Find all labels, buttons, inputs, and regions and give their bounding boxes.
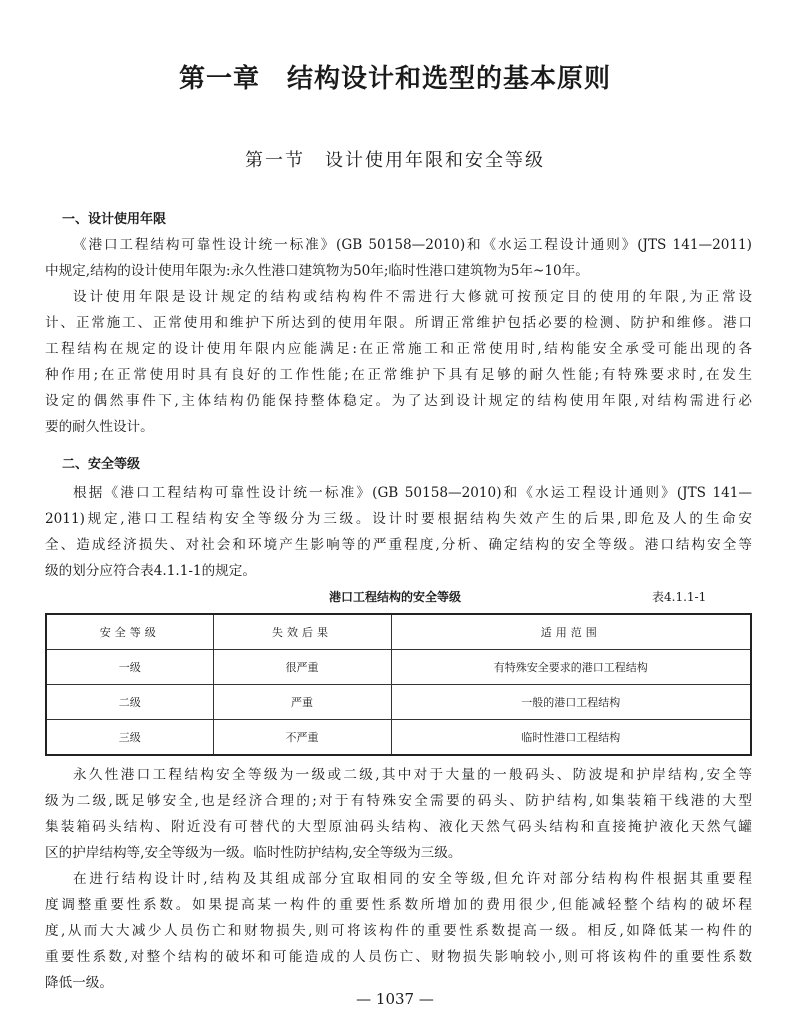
text-line: 设计使用年限是设计规定的结构或结构构件不需进行大修就可按预定目的使用的年限,为正常设 [73, 289, 752, 305]
body-safety-class-explanation [45, 762, 752, 996]
table-cell: 二级 [46, 685, 213, 720]
table-caption: 港口工程结构的安全等级 [328, 590, 461, 604]
text-line: 集装箱码头结构、附近没有可替代的大型原油码头结构、液化天然气码头结构和直接掩护液化天然气罐 [45, 819, 752, 835]
text-line: 要的耐久性设计。 [45, 419, 154, 435]
body-design-service-life [45, 232, 752, 440]
table-cell: 临时性港口工程结构 [391, 720, 751, 756]
table-row [46, 685, 751, 720]
table-row [46, 720, 751, 756]
text-line: 区的护岸结构等,安全等级为一级。临时性防护结构,安全等级为三级。 [45, 845, 462, 861]
text-line: 全、造成经济损失、对社会和环境产生影响等的严重程度,分析、确定结构的安全等级。港口结构安全等 [45, 537, 752, 553]
page-number: — 1037 — [356, 990, 434, 1008]
text-line: 在进行结构设计时,结构及其组成部分宜取相同的安全等级,但允许对部分结构构件根据其重要程 [73, 871, 752, 887]
text-line: 降低一级。 [45, 975, 113, 991]
table-cell: 三级 [46, 720, 213, 756]
text-line: 度调整重要性系数。如果提高某一构件的重要性系数所增加的费用很少,但能减轻整个结构的破坏程 [45, 897, 752, 913]
heading-design-service-life: 一、设计使用年限 [62, 212, 167, 227]
table-cell: 很严重 [213, 650, 391, 685]
text-line: 中规定,结构的设计使用年限为:永久性港口建筑物为50年;临时性港口建筑物为5年~10年。 [45, 263, 589, 279]
text-line: 工程结构在规定的设计使用年限内应能满足:在正常施工和正常使用时,结构能安全承受可能出现的各 [45, 341, 752, 357]
text-line: 根据《港口工程结构可靠性设计统一标准》(GB 50158—2010)和《水运工程设计通则》(JTS 141— [73, 485, 752, 501]
text-line: 2011)规定,港口工程结构安全等级分为三级。设计时要根据结构失效产生的后果,即危及人的生命安 [45, 511, 752, 527]
text-line: 设定的偶然事件下,主体结构仍能保持整体稳定。为了达到设计规定的结构使用年限,对结构需进行必 [45, 393, 752, 409]
table-cell: 严重 [213, 685, 391, 720]
section-title: 第一节 设计使用年限和安全等级 [245, 150, 545, 171]
text-line: 级为二级,既足够安全,也是经济合理的;对于有特殊安全需要的码头、防护结构,如集装箱干线港的大型 [45, 793, 752, 809]
text-line: 种作用;在正常使用时具有良好的工作性能;在正常维护下具有足够的耐久性能;有特殊要求时,在发生 [45, 367, 752, 383]
text-line: 《港口工程结构可靠性设计统一标准》(GB 50158—2010)和《水运工程设计通则》(JTS 141—2011) [73, 237, 752, 253]
safety-class-table [45, 613, 752, 756]
table-cell: 有特殊安全要求的港口工程结构 [391, 650, 751, 685]
table-header: 适用范围 [391, 614, 751, 650]
table-cell: 一般的港口工程结构 [391, 685, 751, 720]
text-line: 度,从而大大减少人员伤亡和财物损失,则可将该构件的重要性系数提高一级。相反,如降低某一构件的 [45, 923, 752, 939]
text-line: 级的划分应符合表4.1.1-1的规定。 [45, 563, 256, 579]
body-safety-class [45, 480, 752, 584]
text-line: 永久性港口工程结构安全等级为一级或二级,其中对于大量的一般码头、防波堤和护岸结构,安全等 [73, 767, 752, 783]
text-line: 重要性系数,对整个结构的破坏和可能造成的人员伤亡、财物损失影响较小,则可将该构件的重要性系数 [45, 949, 752, 965]
table-header: 安全等级 [46, 614, 213, 650]
table-cell: 一级 [46, 650, 213, 685]
table-header-row [46, 614, 751, 650]
table-header: 失效后果 [213, 614, 391, 650]
table-number: 表4.1.1-1 [652, 590, 707, 604]
table-cell: 不严重 [213, 720, 391, 756]
chapter-title: 第一章 结构设计和选型的基本原则 [178, 64, 611, 94]
heading-safety-class: 二、安全等级 [62, 457, 141, 472]
text-line: 计、正常施工、正常使用和维护下所达到的使用年限。所谓正常维护包括必要的检测、防护和维修。港口 [45, 315, 752, 331]
table-row [46, 650, 751, 685]
